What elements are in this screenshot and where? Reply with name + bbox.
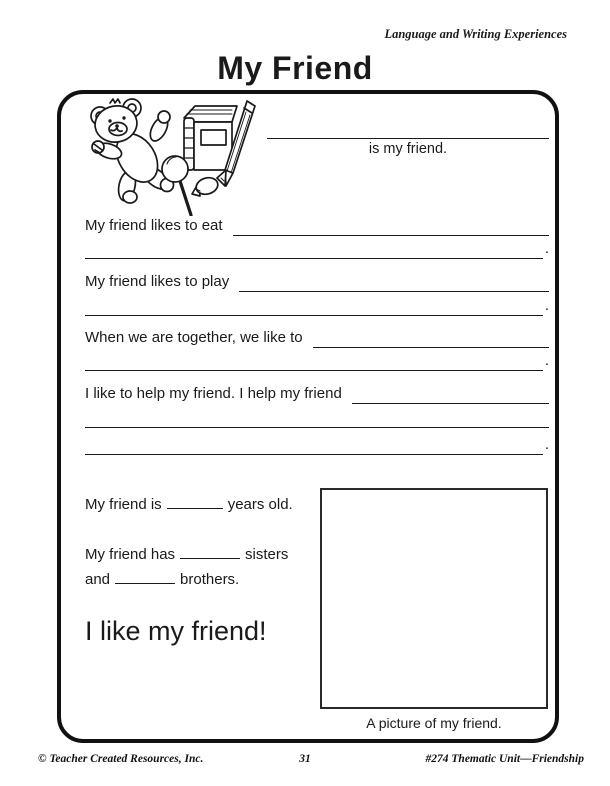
blank-line	[85, 238, 543, 259]
blank-line	[85, 434, 543, 455]
continuation-line	[85, 407, 549, 428]
friend-name-block	[267, 118, 549, 157]
blank-line	[239, 271, 549, 292]
end-period: .	[544, 436, 549, 453]
friend-name-blank-line	[267, 118, 549, 139]
prompt-row-eat	[85, 215, 549, 236]
fact-sisters	[85, 543, 288, 565]
prompt-row-together	[85, 327, 549, 348]
friend-name-caption: is my friend.	[368, 141, 448, 157]
prompt-label: I like to help my friend. I help my friend	[85, 385, 342, 402]
prompt-row-help	[85, 383, 549, 404]
exclamation-text: I like my friend!	[85, 616, 267, 646]
sisters-blank	[180, 543, 240, 559]
fact-age-before: My friend is	[85, 496, 162, 513]
page-title: My Friend	[217, 50, 373, 86]
continuation-line	[85, 238, 549, 259]
blank-line	[352, 383, 549, 404]
prompt-row-play	[85, 271, 549, 292]
prompt-label: My friend likes to play	[85, 273, 230, 290]
end-period: .	[544, 240, 549, 257]
fact-age	[85, 493, 293, 515]
fact-brothers-before: and	[85, 571, 111, 588]
friend-picture-box	[320, 488, 548, 709]
fact-sisters-before: My friend has	[85, 546, 176, 563]
picture-caption: A picture of my friend.	[366, 715, 502, 731]
continuation-line	[85, 434, 549, 455]
footer-page-number: 31	[299, 753, 311, 765]
continuation-line	[85, 350, 549, 371]
prompt-label: My friend likes to eat	[85, 217, 223, 234]
fact-brothers	[85, 568, 239, 590]
blank-line	[233, 215, 549, 236]
brothers-blank	[115, 568, 175, 584]
illustration-cluster	[80, 96, 272, 216]
blank-line	[85, 295, 543, 316]
blank-line	[313, 327, 549, 348]
age-blank	[167, 493, 223, 509]
prompt-label: When we are together, we like to	[85, 329, 303, 346]
fact-brothers-after: brothers.	[180, 571, 240, 588]
fact-sisters-after: sisters	[245, 546, 289, 563]
candy-icon	[192, 170, 226, 197]
teddy-bear-icon	[91, 99, 174, 203]
continuation-line	[85, 295, 549, 316]
blank-line	[85, 407, 549, 428]
end-period: .	[544, 352, 549, 369]
end-period: .	[544, 297, 549, 314]
series-header: Language and Writing Experiences	[384, 27, 567, 41]
blank-line	[85, 350, 543, 371]
footer-unit-title: #274 Thematic Unit—Friendship	[425, 753, 584, 765]
fact-age-after: years old.	[227, 496, 293, 513]
worksheet-frame	[57, 90, 559, 743]
footer-publisher: © Teacher Created Resources, Inc.	[38, 753, 204, 765]
